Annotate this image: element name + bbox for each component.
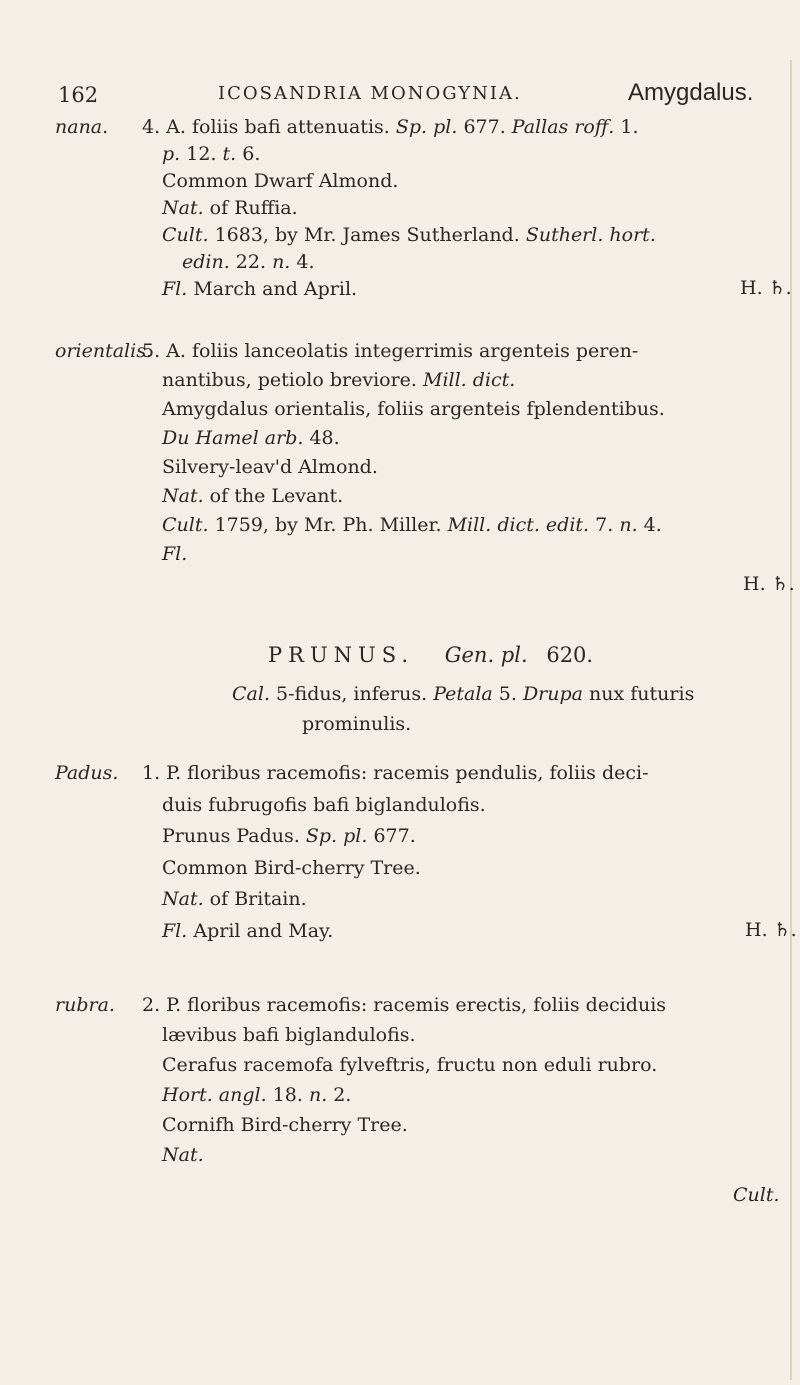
genus-heading: PRUNUS. Gen. pl. 620. — [268, 643, 594, 667]
margin-species-name: rubra. — [55, 994, 115, 1016]
text-run: 7. — [589, 514, 620, 536]
entry-line — [162, 793, 486, 817]
text-run: n. — [272, 251, 291, 273]
text-run: of Britain. — [203, 888, 307, 910]
text-run: Cult. — [162, 224, 209, 246]
text-run: Pallas roff. — [511, 116, 615, 138]
text-run: Prunus Padus. — [162, 825, 306, 847]
entry-line — [142, 115, 639, 139]
entry-line — [162, 1023, 416, 1047]
entry-line — [162, 887, 307, 911]
text-run: p. — [162, 143, 181, 165]
entry-line — [162, 856, 421, 880]
running-title: ICOSANDRIA MONOGYNIA. — [218, 83, 522, 104]
entry-line — [142, 339, 638, 363]
text-run: 1759, by Mr. Ph. Miller. — [208, 514, 448, 536]
text-run: Nat. — [162, 197, 204, 219]
entry-line — [162, 1083, 351, 1107]
text-run: duis fubrugofis bafi biglandulofis. — [162, 793, 486, 816]
text-run: 677. — [457, 116, 512, 138]
entry-line — [162, 513, 662, 537]
entry-line — [162, 196, 298, 220]
text-run: Hort. angl. — [162, 1084, 267, 1106]
running-genus: Amygdalus. — [628, 79, 754, 106]
entry-line — [162, 426, 340, 450]
text-run: 18. — [266, 1084, 309, 1106]
entry-line — [162, 397, 665, 421]
text-run: 677. — [367, 825, 416, 847]
text-run: 12. — [180, 143, 223, 165]
text-run: nux futuris — [583, 683, 695, 705]
margin-species-name: orientalis. — [55, 340, 152, 362]
text-run: Nat. — [162, 1144, 204, 1166]
margin-species-name: nana. — [55, 116, 109, 138]
text-run: of the Levant. — [203, 485, 344, 507]
text-run: 48. — [303, 427, 340, 449]
entry-line — [162, 1053, 657, 1077]
text-run: Cult. — [162, 514, 209, 536]
entry-line — [182, 250, 315, 274]
text-run: 5-fidus, inferus. — [269, 683, 434, 705]
entry-line — [162, 824, 416, 848]
text-run: Common Bird-cherry Tree. — [162, 856, 421, 879]
entry-line — [162, 919, 333, 943]
text-run: Petala — [433, 683, 493, 705]
text-run: Amygdalus orientalis, foliis argenteis fplendentibus. — [162, 398, 665, 420]
text-run: March and April. — [187, 278, 358, 300]
entry-line — [162, 484, 343, 508]
text-run: 5. A. foliis lanceolatis integerrimis argenteis peren- — [142, 340, 639, 362]
text-run: n. — [619, 514, 638, 536]
entry-line — [232, 682, 694, 706]
text-run: 2. — [327, 1084, 352, 1106]
entry-line — [162, 368, 515, 392]
text-run: 4. — [290, 251, 315, 273]
text-run: 4. — [637, 514, 662, 536]
text-run: Nat. — [162, 888, 204, 910]
text-run: 5. — [492, 683, 523, 705]
text-run: 1. — [614, 116, 639, 138]
page-number: 162 — [58, 83, 99, 107]
text-run: 6. — [236, 143, 261, 165]
text-run: Mill. dict. — [423, 369, 516, 391]
entry-line — [302, 712, 411, 736]
text-run: Fl. — [162, 278, 188, 300]
entry-line — [162, 223, 656, 247]
text-run: Common Dwarf Almond. — [162, 170, 399, 192]
text-run: t. — [222, 143, 237, 165]
entry-line — [142, 761, 649, 785]
text-run: April and May. — [187, 919, 334, 942]
text-run: Cerafus racemofa fylveftris, fructu non eduli rubro. — [162, 1054, 658, 1076]
page-edge-shadow — [790, 60, 792, 1380]
text-run: 1. P. floribus racemofis: racemis pendulis, foliis deci- — [142, 762, 649, 784]
text-run: Fl. — [162, 543, 188, 565]
habit-symbol: H. ♄. — [745, 919, 797, 941]
entry-line — [162, 1113, 408, 1137]
text-run: Nat. — [162, 485, 204, 507]
text-run: Sp. pl. — [305, 825, 368, 847]
margin-species-name: Padus. — [55, 762, 119, 784]
entry-line — [162, 277, 357, 301]
text-run: Drupa — [522, 683, 583, 705]
text-run: lævibus bafi biglandulofis. — [162, 1024, 416, 1046]
habit-symbol: H. ♄. — [743, 573, 795, 595]
entry-line — [162, 1143, 204, 1167]
text-run: Fl. — [162, 919, 188, 942]
text-run: Cal. — [232, 683, 270, 705]
entry-line — [142, 993, 666, 1017]
text-run: n. — [308, 1084, 328, 1106]
text-run: Silvery-leav'd Almond. — [162, 456, 378, 478]
catchword: Cult. — [733, 1184, 780, 1206]
entry-line — [162, 142, 260, 166]
text-run: Cornifh Bird-cherry Tree. — [162, 1114, 408, 1136]
entry-line — [162, 455, 378, 479]
text-run: 22. — [229, 251, 273, 273]
text-run: of Ruffia. — [203, 197, 298, 219]
text-run: 1683, by Mr. James Sutherland. — [208, 224, 526, 246]
entry-line — [162, 542, 187, 566]
text-run: prominulis. — [302, 713, 412, 735]
text-run: Sutherl. hort. — [525, 224, 656, 246]
text-run: 4. A. foliis bafi attenuatis. — [142, 116, 396, 138]
entry-line — [162, 169, 398, 193]
text-run: Du Hamel arb. — [162, 427, 304, 449]
text-run: edin. — [182, 251, 230, 273]
text-run: Mill. dict. edit. — [447, 514, 590, 536]
habit-symbol: H. ♄. — [740, 277, 792, 299]
text-run: Sp. pl. — [395, 116, 458, 138]
text-run: nantibus, petiolo breviore. — [162, 369, 423, 391]
text-run: 2. P. floribus racemofis: racemis erectis, foliis deciduis — [142, 994, 667, 1016]
